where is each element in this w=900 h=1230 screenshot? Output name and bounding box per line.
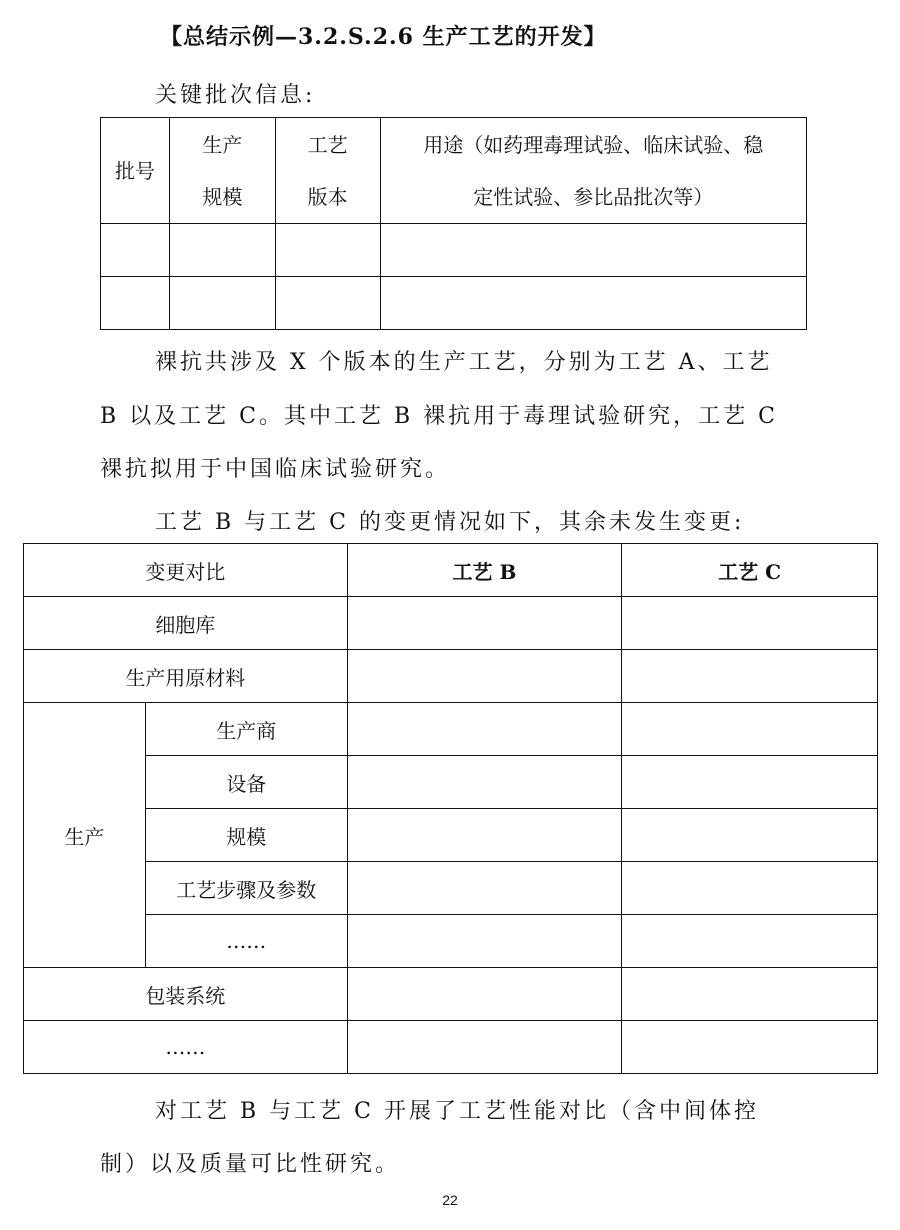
- page-number: 22: [442, 1192, 458, 1208]
- table-cell: [347, 809, 622, 862]
- table-cell: [169, 277, 275, 330]
- table-cell: [622, 597, 878, 650]
- section-title: 【总结示例—3.2.S.2.6 生产工艺的开发】: [160, 24, 607, 50]
- table-cell: [622, 862, 878, 915]
- table-row: [24, 862, 878, 915]
- header-batch-no: 批号: [101, 118, 170, 224]
- table-cell: [347, 597, 622, 650]
- header-usage-line2: 定性试验、参比品批次等）: [473, 184, 714, 209]
- change-comparison-table: [23, 543, 878, 1074]
- para1-line3: 裸抗拟用于中国临床试验研究。: [100, 457, 451, 482]
- table-cell: [622, 968, 878, 1021]
- header-scale: [169, 118, 275, 224]
- table-cell: [622, 756, 878, 809]
- table-cell: [347, 968, 622, 1021]
- header-scale-line2: 规模: [202, 184, 243, 209]
- header-compare: 变更对比: [24, 544, 348, 597]
- table-cell: [622, 650, 878, 703]
- table-cell: [622, 703, 878, 756]
- table-row: [24, 809, 878, 862]
- row-process-steps: 工艺步骤及参数: [145, 862, 347, 915]
- header-version-line1: 工艺: [307, 132, 348, 157]
- table-row: [24, 703, 878, 756]
- table-cell: [347, 756, 622, 809]
- header-scale-line1: 生产: [202, 132, 243, 157]
- row-scale: 规模: [145, 809, 347, 862]
- para3-line2: 制）以及质量可比性研究。: [100, 1152, 401, 1177]
- para2: 工艺 B 与工艺 C 的变更情况如下，其余未发生变更:: [155, 510, 745, 535]
- row-production-ellipsis: ……: [145, 915, 347, 968]
- row-raw-materials: 生产用原材料: [24, 650, 348, 703]
- para1-line1: 裸抗共涉及 X 个版本的生产工艺，分别为工艺 A、工艺: [155, 350, 773, 375]
- header-version: [275, 118, 380, 224]
- table-cell: [347, 915, 622, 968]
- header-usage: [380, 118, 806, 224]
- table-cell: [380, 224, 806, 277]
- table-cell: [347, 650, 622, 703]
- table-row: [24, 968, 878, 1021]
- table-row: [24, 756, 878, 809]
- table-cell: [622, 915, 878, 968]
- para3-line1: 对工艺 B 与工艺 C 开展了工艺性能对比（含中间体控: [155, 1099, 759, 1124]
- row-ellipsis: ……: [24, 1021, 348, 1074]
- table-cell: [169, 224, 275, 277]
- para1-line2: B 以及工艺 C。其中工艺 B 裸抗用于毒理试验研究，工艺 C: [100, 404, 778, 429]
- table-row: [101, 224, 807, 277]
- table-cell: [275, 277, 380, 330]
- row-packaging: 包装系统: [24, 968, 348, 1021]
- table-cell: [101, 277, 170, 330]
- row-manufacturer: 生产商: [145, 703, 347, 756]
- table-row: [24, 1021, 878, 1074]
- table-cell: [347, 862, 622, 915]
- row-equipment: 设备: [145, 756, 347, 809]
- table-cell: [101, 224, 170, 277]
- table-row: [24, 597, 878, 650]
- table-cell: [622, 809, 878, 862]
- header-process-b: 工艺 B: [347, 544, 622, 597]
- row-production: 生产: [24, 703, 146, 968]
- table-cell: [347, 703, 622, 756]
- table-header-row: [101, 118, 807, 224]
- table-row: [24, 650, 878, 703]
- key-batch-heading: 关键批次信息:: [155, 83, 316, 108]
- table-cell: [622, 1021, 878, 1074]
- table-row: [101, 277, 807, 330]
- table-header-row: [24, 544, 878, 597]
- header-version-line2: 版本: [307, 184, 348, 209]
- table-cell: [347, 1021, 622, 1074]
- row-cell-bank: 细胞库: [24, 597, 348, 650]
- header-process-c: 工艺 C: [622, 544, 878, 597]
- table-row: [24, 915, 878, 968]
- header-usage-line1: 用途（如药理毒理试验、临床试验、稳: [423, 132, 764, 157]
- table-cell: [380, 277, 806, 330]
- table-cell: [275, 224, 380, 277]
- key-batch-table: [100, 117, 807, 330]
